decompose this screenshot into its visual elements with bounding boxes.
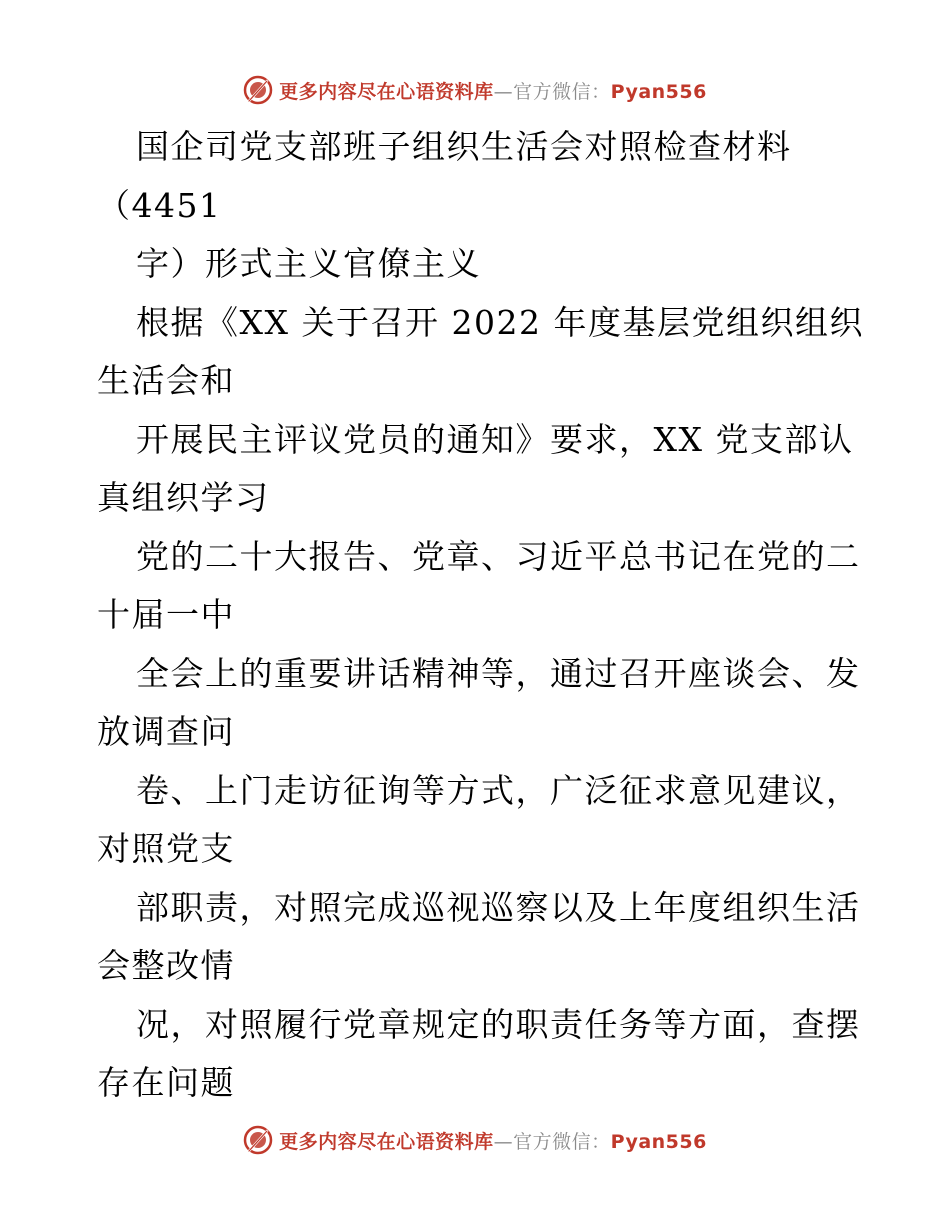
watermark-wechat-id: Pyan556 [610, 1130, 707, 1153]
watermark-wechat-id: Pyan556 [610, 80, 707, 103]
footer-watermark [0, 1120, 950, 1160]
watermark-brand: 更多内容尽在心语资料库 [279, 1130, 494, 1153]
document-line: 生活会和 [97, 361, 235, 400]
watermark-text [279, 1127, 707, 1154]
watermark-official-label: 官方微信： [513, 80, 611, 103]
document-line: 开展民主评议党员的通知》要求，XX 党支部认 [136, 419, 854, 459]
document-line: 部职责，对照完成巡视巡察以及上年度组织生活 [136, 887, 861, 927]
document-line: 全会上的重要讲话精神等，通过召开座谈会、发 [136, 653, 861, 693]
document-line: 况，对照履行党章规定的职责任务等方面，查摆 [136, 1004, 861, 1044]
document-line: 真组织学习 [97, 478, 270, 517]
document-line: 十届一中 [97, 595, 235, 634]
document-line: 会整改情 [97, 946, 235, 985]
watermark-separator: — [493, 80, 514, 103]
watermark-brand: 更多内容尽在心语资料库 [279, 80, 494, 103]
watermark-separator: — [493, 1130, 514, 1153]
document-body [97, 118, 867, 1113]
document-line: 党的二十大报告、党章、习近平总书记在党的二 [136, 536, 861, 576]
header-watermark [0, 70, 950, 110]
document-line: 存在问题 [97, 1063, 235, 1102]
watermark-official-label: 官方微信： [513, 1130, 611, 1153]
document-line: 根据《XX 关于召开 2022 年度基层党组织组织 [136, 302, 864, 342]
quill-seal-logo-icon [243, 75, 273, 105]
watermark-text [279, 77, 707, 104]
quill-seal-logo-icon [243, 1125, 273, 1155]
document-line: （4451 [97, 185, 222, 225]
document-line: 字）形式主义官僚主义 [136, 244, 481, 283]
document-line: 放调查问 [97, 712, 235, 751]
document-line: 卷、上门走访征询等方式，广泛征求意见建议， [136, 770, 861, 810]
document-line: 对照党支 [97, 829, 235, 868]
document-title-line: 国企司党支部班子组织生活会对照检查材料 [136, 127, 792, 166]
